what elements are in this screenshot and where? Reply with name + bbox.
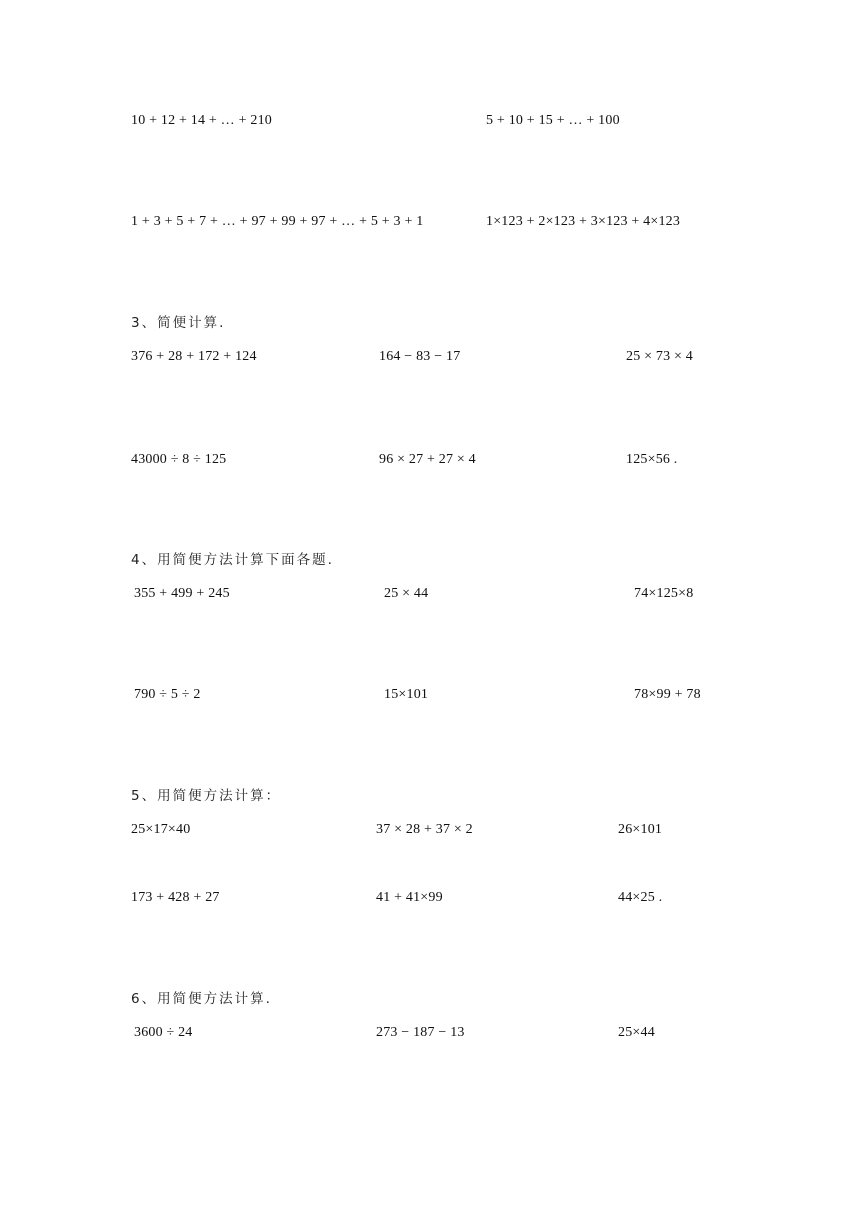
section-3-heading: 3、简便计算. <box>131 315 226 331</box>
section-5-problem-3: 26×101 <box>618 822 663 837</box>
section-3-problem-1: 376 + 28 + 172 + 124 <box>131 349 257 364</box>
section-4-problem-6: 78×99 + 78 <box>634 687 701 702</box>
section-6-problem-2: 273 − 187 − 13 <box>376 1025 465 1040</box>
section-4-problem-5: 15×101 <box>384 687 429 702</box>
section-3-problem-3: 25 × 73 × 4 <box>626 349 693 364</box>
section-3-problem-5: 96 × 27 + 27 × 4 <box>379 452 476 467</box>
problem-sum-10-to-210: 10 + 12 + 14 + … + 210 <box>131 113 272 128</box>
section-5-problem-2: 37 × 28 + 37 × 2 <box>376 822 473 837</box>
section-5-problem-1: 25×17×40 <box>131 822 191 837</box>
problem-multiples-of-123: 1×123 + 2×123 + 3×123 + 4×123 <box>486 214 681 229</box>
section-4-problem-2: 25 × 44 <box>384 586 429 601</box>
section-4-problem-3: 74×125×8 <box>634 586 694 601</box>
section-4-heading: 4、用简便方法计算下面各题. <box>131 552 334 568</box>
section-6-heading: 6、用简便方法计算. <box>131 991 272 1007</box>
section-5-problem-6: 44×25 . <box>618 890 663 905</box>
section-5-heading: 5、用简便方法计算： <box>131 788 282 804</box>
section-5-problem-5: 41 + 41×99 <box>376 890 443 905</box>
section-4-problem-4: 790 ÷ 5 ÷ 2 <box>134 687 201 702</box>
problem-odd-sum-symmetric: 1 + 3 + 5 + 7 + … + 97 + 99 + 97 + … + 5 + 3 + 1 <box>131 214 424 229</box>
section-3-problem-2: 164 − 83 − 17 <box>379 349 461 364</box>
section-3-problem-4: 43000 ÷ 8 ÷ 125 <box>131 452 227 467</box>
section-3-problem-6: 125×56 . <box>626 452 678 467</box>
section-4-problem-1: 355 + 499 + 245 <box>134 586 230 601</box>
section-5-problem-4: 173 + 428 + 27 <box>131 890 220 905</box>
section-6-problem-3: 25×44 <box>618 1025 655 1040</box>
problem-sum-5-to-100: 5 + 10 + 15 + … + 100 <box>486 113 620 128</box>
section-6-problem-1: 3600 ÷ 24 <box>134 1025 193 1040</box>
